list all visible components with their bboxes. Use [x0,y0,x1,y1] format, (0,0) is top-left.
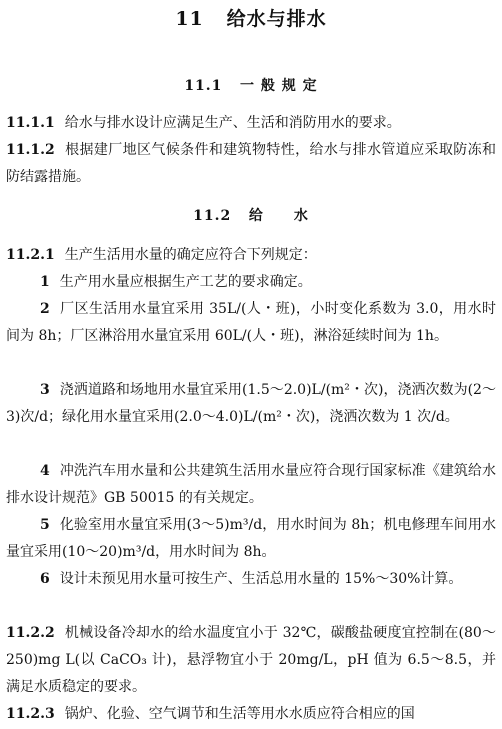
section-title-text: 一 般 规 定 [240,78,318,94]
item-number: 1 [40,274,50,290]
item-number: 3 [40,382,50,398]
item-number: 4 [40,463,50,479]
clause-11-2-2 [6,620,496,701]
section-number: 11.2 [193,208,232,224]
section-title-text: 给 水 [248,208,309,224]
list-item [6,512,496,566]
section-title-11-1 [0,75,502,95]
item-number: 6 [40,571,50,587]
clause-number: 11.2.2 [6,625,55,641]
item-number: 5 [40,517,50,533]
chapter-number: 11 [175,8,204,30]
item-text: 化验室用水量宜采用(3～5)m³/d，用水时间为 8h；机电修理车间用水量宜采用(10～20)m³/d，用水时间为 8h。 [6,517,496,560]
item-text: 冲洗汽车用水量和公共建筑生活用水量应符合现行国家标准《建筑给水排水设计规范》GB 50015 的有关规定。 [6,463,496,506]
clause-text: 根据建厂地区气候条件和建筑物特性，给水与排水管道应采取防冻和防结露措施。 [6,142,496,185]
item-text: 设计未预见用水量可按生产、生活总用水量的 15%～30%计算。 [59,571,463,587]
list-item [6,296,496,350]
clause-11-2-3 [6,701,496,728]
clause-number: 11.1.1 [6,115,55,131]
section-number: 11.1 [184,78,223,94]
item-text: 浇洒道路和场地用水量宜采用(1.5～2.0)L/(m²・次)，浇洒次数为(2～3)次/d；绿化用水量宜采用(2.0～4.0)L/(m²・次)，浇洒次数为 1 次/d。 [6,382,496,425]
chapter-title-text: 给水与排水 [226,8,327,30]
list-item [6,458,496,512]
item-text: 生产用水量应根据生产工艺的要求确定。 [59,274,312,290]
clause-text: 给水与排水设计应满足生产、生活和消防用水的要求。 [64,115,401,131]
clause-number: 11.2.3 [6,706,55,722]
clause-text: 机械设备冷却水的给水温度宜小于 32℃，碳酸盐硬度宜控制在(80～250)mg L(以 CaCO₃ 计)，悬浮物宜小于 20mg/L，pH 值为 6.5～8.5，并满足水质稳定的要求。 [6,625,496,695]
list-item [6,269,496,296]
clause-11-1-1 [6,110,496,137]
clause-number: 11.1.2 [6,142,55,158]
clause-text: 锅炉、化验、空气调节和生活等用水水质应符合相应的国 [64,706,415,722]
clause-11-2-1 [6,242,496,269]
item-text: 厂区生活用水量宜采用 35L/(人・班)，小时变化系数为 3.0，用水时间为 8h；厂区淋浴用水量宜采用 60L/(人・班)，淋浴延续时间为 1h。 [6,301,496,344]
item-number: 2 [40,301,50,317]
list-item [6,566,496,593]
clause-number: 11.2.1 [6,247,55,263]
clause-text: 生产生活用水量的确定应符合下列规定： [64,247,317,263]
clause-11-1-2 [6,137,496,191]
section-title-11-2 [0,205,502,225]
chapter-title [0,4,502,31]
list-item [6,377,496,431]
